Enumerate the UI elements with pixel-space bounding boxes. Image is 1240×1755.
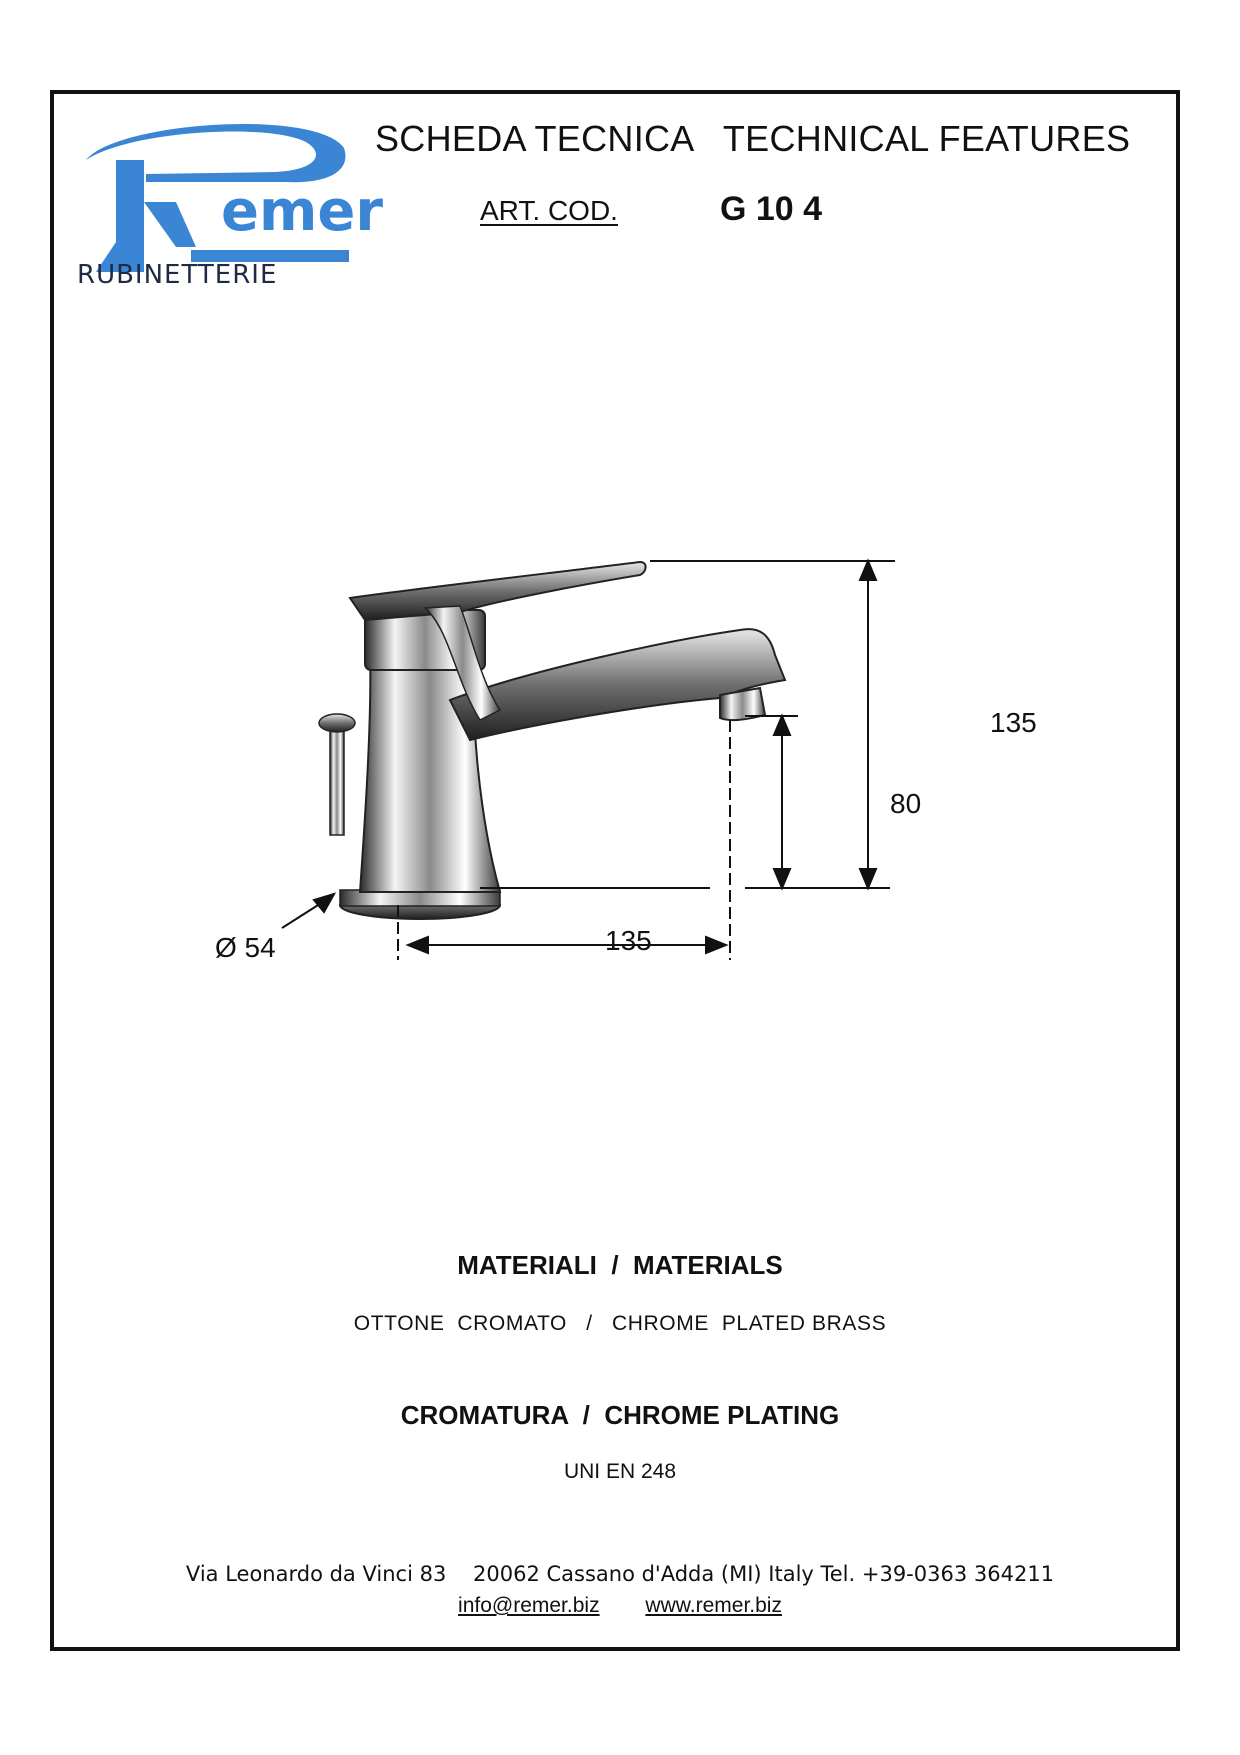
plating-heading: CROMATURA / CHROME PLATING: [400, 1400, 840, 1430]
email-link[interactable]: info@remer.biz: [458, 1594, 600, 1617]
art-cod-label: ART. COD.: [480, 195, 618, 226]
materials-heading: MATERIALI / MATERIALS: [457, 1250, 783, 1280]
brand-subtitle: RUBINETTERIE: [77, 260, 278, 290]
footer-links: [0, 1594, 1240, 1618]
website-link[interactable]: www.remer.biz: [645, 1594, 782, 1617]
plating-value: UNI EN 248: [563, 1460, 677, 1483]
dimension-spout-height: 80: [890, 788, 922, 819]
page-title: SCHEDA TECNICA TECHNICAL FEATURES: [375, 118, 1131, 159]
faucet-icon: [319, 562, 785, 919]
materials-value: OTTONE CROMATO / CHROME PLATED BRASS: [353, 1312, 887, 1335]
dimension-spout-reach: 135: [605, 925, 652, 956]
svg-text:emer: emer: [221, 179, 383, 244]
footer-address: Via Leonardo da Vinci 83 20062 Cassano d'Adda (MI) Italy Tel. +39-0363 364211: [185, 1562, 1055, 1586]
dimension-base-diameter: Ø 54: [215, 932, 276, 963]
dimension-total-height: 135: [990, 707, 1037, 738]
art-cod-value: G 10 4: [720, 190, 823, 228]
